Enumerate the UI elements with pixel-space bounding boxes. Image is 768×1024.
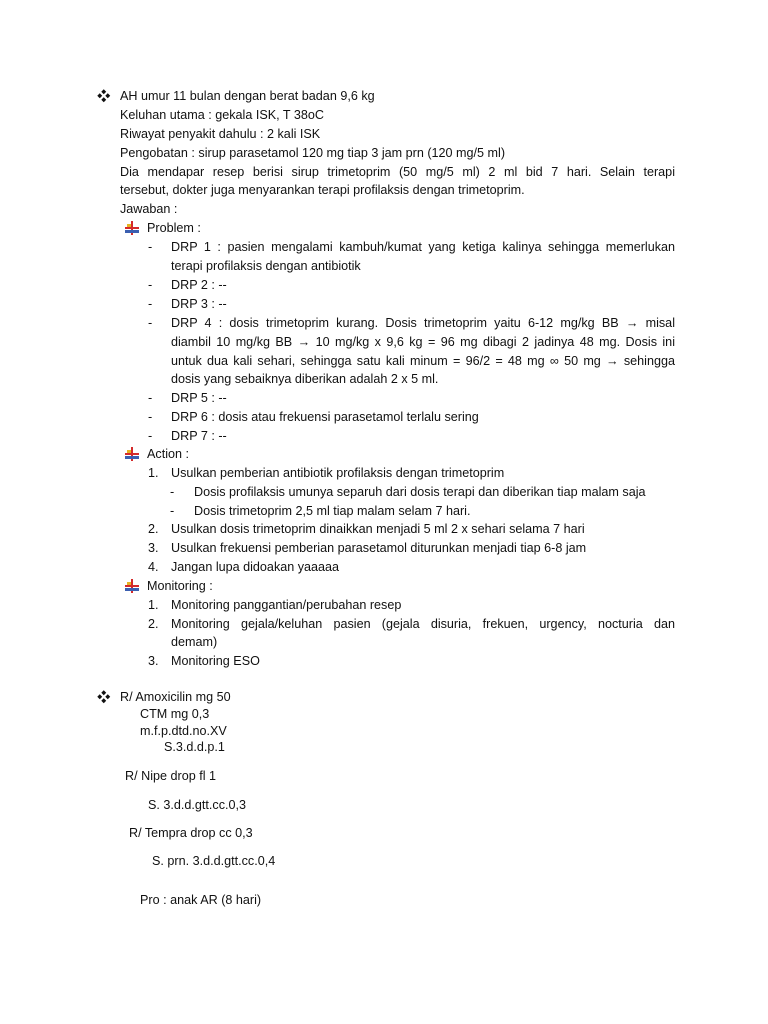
drp-2: DRP 2 : -- bbox=[171, 278, 227, 292]
dash-marker: - bbox=[148, 410, 153, 424]
drp-4-line-1: DRP 4 : dosis trimetoprim kurang. Dosis trimetoprim yaitu 6-12 mg/kg BB → misal bbox=[171, 316, 675, 330]
dash-marker: - bbox=[148, 391, 153, 405]
diamond-bullet-icon bbox=[96, 88, 112, 104]
recipe-line-7: R/ Tempra drop cc 0,3 bbox=[129, 826, 253, 840]
action-item-4: Jangan lupa didoakan yaaaaa bbox=[171, 560, 340, 574]
flag-bullet-icon bbox=[125, 221, 139, 235]
case-line-3: Riwayat penyakit dahulu : 2 kali ISK bbox=[120, 127, 321, 141]
dash-marker: - bbox=[148, 278, 153, 292]
recipe-line-5: R/ Nipe drop fl 1 bbox=[125, 769, 216, 783]
recipe-line-2: CTM mg 0,3 bbox=[140, 707, 210, 721]
list-number: 3. bbox=[148, 541, 159, 555]
recipe-line-1: R/ Amoxicilin mg 50 bbox=[120, 690, 231, 704]
dash-marker: - bbox=[148, 240, 153, 254]
action-heading: Action : bbox=[147, 447, 189, 461]
monitoring-item-3: Monitoring ESO bbox=[171, 654, 260, 668]
diamond-bullet-icon bbox=[96, 689, 112, 705]
dash-marker: - bbox=[170, 485, 175, 499]
drp-1-line-1: DRP 1 : pasien mengalami kambuh/kumat yang ketiga kalinya sehingga memerlukan bbox=[171, 240, 675, 254]
recipe-line-9: Pro : anak AR (8 hari) bbox=[140, 893, 262, 907]
action-item-3: Usulkan frekuensi pemberian parasetamol diturunkan menjadi tiap 6-8 jam bbox=[171, 541, 587, 555]
monitoring-item-2-line-2: demam) bbox=[171, 635, 218, 649]
dash-marker: - bbox=[148, 316, 153, 330]
drp-7: DRP 7 : -- bbox=[171, 429, 227, 443]
drp-1-line-2: terapi profilaksis dengan antibiotik bbox=[171, 259, 361, 273]
list-number: 1. bbox=[148, 466, 159, 480]
list-number: 2. bbox=[148, 522, 159, 536]
drp-5: DRP 5 : -- bbox=[171, 391, 227, 405]
list-number: 4. bbox=[148, 560, 159, 574]
flag-bullet-icon bbox=[125, 447, 139, 461]
list-number: 3. bbox=[148, 654, 159, 668]
case-line-1: AH umur 11 bulan dengan berat badan 9,6 kg bbox=[120, 89, 375, 103]
list-number: 2. bbox=[148, 617, 159, 631]
action-sub-item-1: Dosis profilaksis umunya separuh dari dosis terapi dan diberikan tiap malam saja bbox=[194, 485, 646, 499]
problem-heading: Problem : bbox=[147, 221, 201, 235]
recipe-line-8: S. prn. 3.d.d.gtt.cc.0,4 bbox=[152, 854, 276, 868]
dash-marker: - bbox=[148, 297, 153, 311]
action-item-1: Usulkan pemberian antibiotik profilaksis dengan trimetoprim bbox=[171, 466, 505, 480]
case-line-4: Pengobatan : sirup parasetamol 120 mg tiap 3 jam prn (120 mg/5 ml) bbox=[120, 146, 506, 160]
drp-6: DRP 6 : dosis atau frekuensi parasetamol terlalu sering bbox=[171, 410, 479, 424]
drp-4-line-3: untuk dua kali sehari, sehingga satu kali minum = 96/2 = 48 mg ∞ 50 mg → sehingga bbox=[171, 354, 675, 368]
monitoring-item-2-line-1: Monitoring gejala/keluhan pasien (gejala disuria, frekuen, urgency, nocturia dan bbox=[171, 617, 675, 631]
drp-4-line-2: diambil 10 mg/kg BB → 10 mg/kg x 9,6 kg = 96 mg dibagi 2 jadinya 48 mg. Dosis ini bbox=[171, 335, 675, 349]
drp-4-line-4: dosis yang sebaiknya diberikan adalah 2 x 5 ml. bbox=[171, 372, 439, 386]
dash-marker: - bbox=[148, 429, 153, 443]
case-line-2: Keluhan utama : gekala ISK, T 38oC bbox=[120, 108, 324, 122]
action-item-2: Usulkan dosis trimetoprim dinaikkan menjadi 5 ml 2 x sehari selama 7 hari bbox=[171, 522, 585, 536]
dash-marker: - bbox=[170, 504, 175, 518]
recipe-line-3: m.f.p.dtd.no.XV bbox=[140, 724, 227, 738]
jawaban-label: Jawaban : bbox=[120, 202, 178, 216]
monitoring-item-1: Monitoring panggantian/perubahan resep bbox=[171, 598, 402, 612]
recipe-line-6: S. 3.d.d.gtt.cc.0,3 bbox=[148, 798, 247, 812]
recipe-line-4: S.3.d.d.p.1 bbox=[164, 740, 225, 754]
drp-3: DRP 3 : -- bbox=[171, 297, 227, 311]
case-line-5b: tersebut, dokter juga menyarankan terapi profilaksis dengan trimetoprim. bbox=[120, 183, 525, 197]
action-sub-item-2: Dosis trimetoprim 2,5 ml tiap malam selam 7 hari. bbox=[194, 504, 471, 518]
monitoring-heading: Monitoring : bbox=[147, 579, 213, 593]
case-line-5a: Dia mendapar resep berisi sirup trimetoprim (50 mg/5 ml) 2 ml bid 7 hari. Selain terapi bbox=[120, 165, 675, 179]
flag-bullet-icon bbox=[125, 579, 139, 593]
list-number: 1. bbox=[148, 598, 159, 612]
